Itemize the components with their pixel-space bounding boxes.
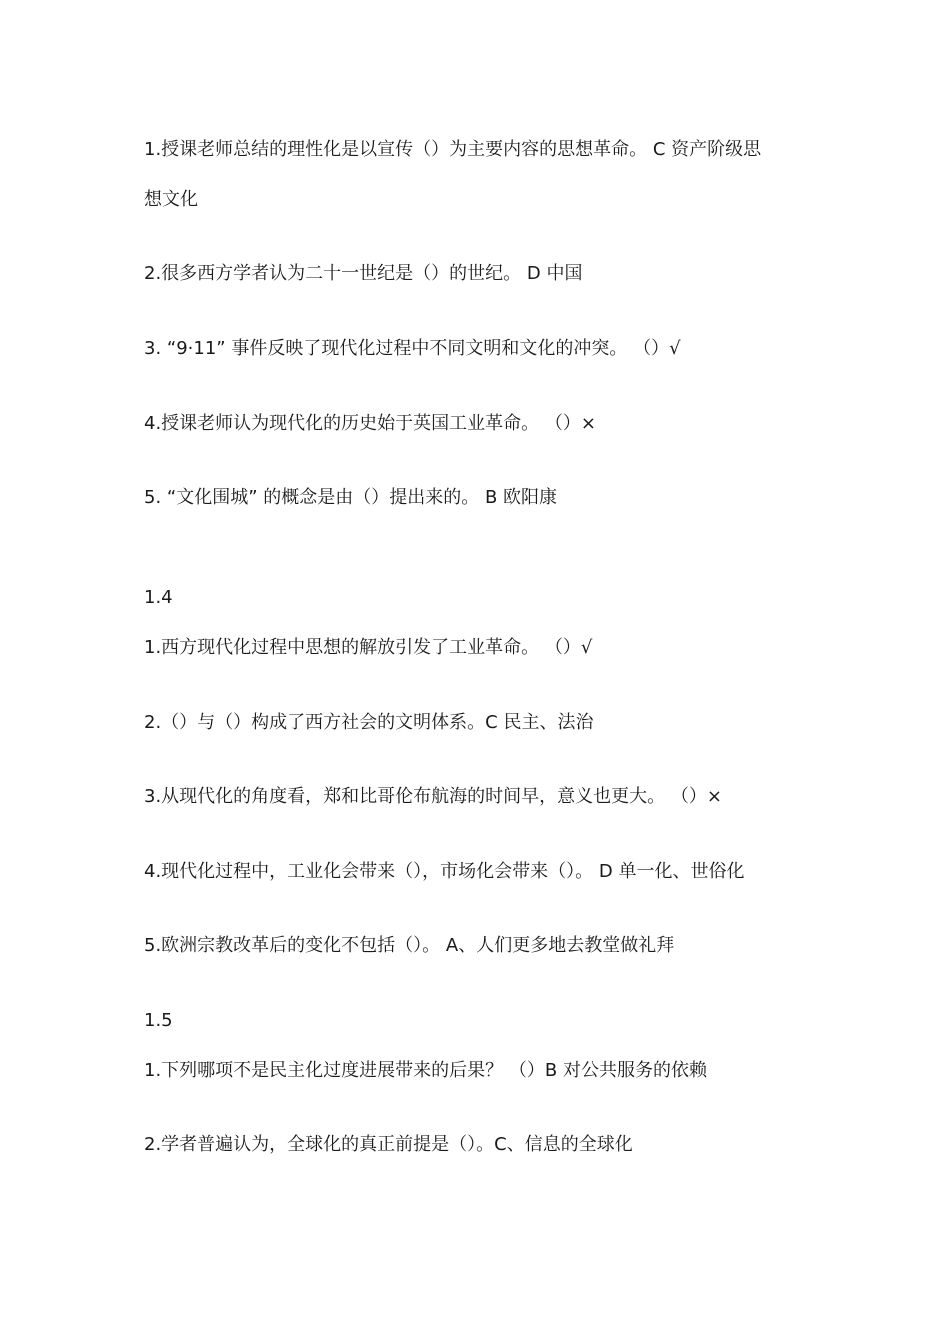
question-4: 4.授课老师认为现代化的历史始于英国工业革命。 （）×: [144, 413, 596, 434]
question-2: 2.很多西方学者认为二十一世纪是（）的世纪。 D 中国: [144, 263, 583, 284]
section-1-4-question-3: 3.从现代化的角度看，郑和比哥伦布航海的时间早，意义也更大。 （）×: [144, 786, 722, 807]
section-heading-1-5: 1.5: [144, 1010, 173, 1031]
section-1-4-question-5: 5.欧洲宗教改革后的变化不包括（）。 A、人们更多地去教堂做礼拜: [144, 935, 675, 956]
question-3: 3. “9·11” 事件反映了现代化过程中不同文明和文化的冲突。 （）√: [144, 338, 681, 359]
section-1-4-question-1: 1.西方现代化过程中思想的解放引发了工业革命。 （）√: [144, 637, 593, 658]
question-5: 5. “文化围城” 的概念是由（）提出来的。 B 欧阳康: [144, 487, 558, 508]
section-1-4-question-4: 4.现代化过程中，工业化会带来（），市场化会带来（）。 D 单一化、世俗化: [144, 861, 745, 882]
question-1-line-2: 想文化: [144, 189, 198, 210]
section-1-5-question-2: 2.学者普遍认为，全球化的真正前提是（）。C、信息的全球化: [144, 1134, 633, 1155]
section-heading-1-4: 1.4: [144, 587, 173, 608]
section-1-4-question-2: 2.（）与（）构成了西方社会的文明体系。C 民主、法治: [144, 712, 594, 733]
section-1-5-question-1: 1.下列哪项不是民主化过度进展带来的后果？ （）B 对公共服务的依赖: [144, 1060, 707, 1081]
question-1-line-1: 1.授课老师总结的理性化是以宣传（）为主要内容的思想革命。 C 资产阶级思: [144, 139, 762, 160]
